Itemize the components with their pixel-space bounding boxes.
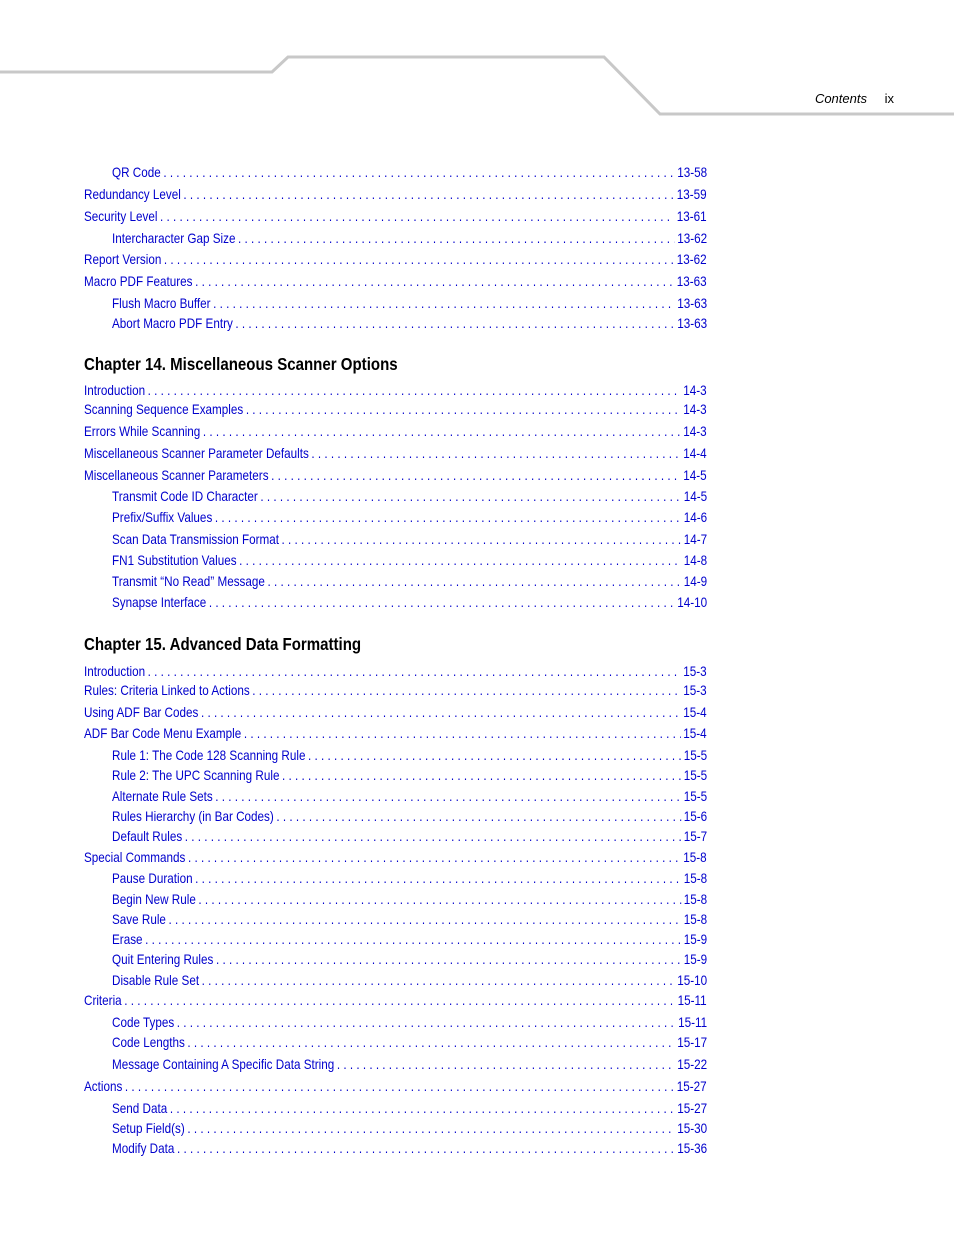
- toc-entry[interactable]: [112, 931, 707, 949]
- toc-entry[interactable]: [112, 747, 707, 765]
- toc-entry-title[interactable]: Redundancy Level: [84, 187, 181, 202]
- dot-leader: [185, 828, 681, 846]
- toc-entry[interactable]: [112, 1120, 707, 1138]
- toc-entry-title[interactable]: Transmit “No Read” Message: [112, 574, 265, 589]
- toc-entry-page[interactable]: 13-63: [676, 274, 707, 289]
- dot-leader: [267, 573, 681, 591]
- toc-entry-title[interactable]: Erase: [112, 932, 143, 947]
- toc-entry[interactable]: [84, 1078, 707, 1096]
- toc-entry[interactable]: [112, 870, 707, 888]
- toc-entry-title[interactable]: Errors While Scanning: [84, 424, 201, 439]
- toc-entry-title[interactable]: Special Commands: [84, 850, 186, 865]
- toc-entry-page[interactable]: 15-9: [683, 952, 708, 967]
- dot-leader: [244, 725, 681, 743]
- dot-leader: [160, 208, 674, 226]
- toc-entry[interactable]: [84, 445, 707, 463]
- toc-entry-title[interactable]: Code Lengths: [112, 1035, 185, 1050]
- dot-leader: [216, 951, 681, 969]
- toc-entry[interactable]: [112, 1100, 707, 1118]
- toc-entry-page[interactable]: 15-17: [677, 1035, 708, 1050]
- toc-entry-page[interactable]: 15-30: [677, 1121, 708, 1136]
- toc-entry-title[interactable]: ADF Bar Code Menu Example: [84, 726, 242, 741]
- running-head-section: Contents: [814, 91, 867, 106]
- toc-entry-page[interactable]: 15-3: [683, 664, 707, 679]
- toc-entry-title[interactable]: Miscellaneous Scanner Parameters: [84, 468, 269, 483]
- toc-entry[interactable]: [112, 594, 707, 612]
- toc-entry-title[interactable]: Rule 2: The UPC Scanning Rule: [112, 768, 280, 783]
- toc-entry-page[interactable]: 15-5: [683, 768, 708, 783]
- toc-entry-page[interactable]: 15-27: [677, 1101, 708, 1116]
- dot-leader: [170, 1100, 675, 1118]
- toc-entry-page[interactable]: 15-4: [683, 705, 707, 720]
- toc-entry-page[interactable]: 15-5: [683, 748, 708, 763]
- toc-entry[interactable]: [112, 531, 707, 549]
- toc-entry-page[interactable]: 14-4: [683, 446, 707, 461]
- toc-entry-page[interactable]: 15-8: [683, 912, 708, 927]
- toc-entry-page[interactable]: 14-3: [683, 424, 707, 439]
- dot-leader: [164, 251, 674, 269]
- chapter-heading: Chapter 14. Miscellaneous Scanner Options: [84, 354, 398, 374]
- dot-leader: [202, 972, 675, 990]
- toc-entry-title[interactable]: Macro PDF Features: [84, 274, 193, 289]
- toc-entry-title[interactable]: QR Code: [112, 165, 161, 180]
- chapter-heading: Chapter 15. Advanced Data Formatting: [84, 634, 362, 654]
- toc-entry-title[interactable]: Rule 1: The Code 128 Scanning Rule: [112, 748, 306, 763]
- dot-leader: [124, 992, 675, 1010]
- toc-entry-page[interactable]: 15-5: [683, 789, 708, 804]
- dot-leader: [145, 931, 681, 949]
- toc-entry-page[interactable]: 14-7: [683, 532, 708, 547]
- toc-entry[interactable]: [84, 208, 707, 226]
- toc-entry-title[interactable]: Scan Data Transmission Format: [112, 532, 279, 547]
- toc-entry-page[interactable]: 13-58: [677, 165, 708, 180]
- toc-entry-title[interactable]: Setup Field(s): [112, 1121, 185, 1136]
- toc-entry[interactable]: [112, 1034, 707, 1052]
- toc-entry[interactable]: [112, 808, 707, 826]
- toc-entry-page[interactable]: 13-62: [677, 231, 708, 246]
- dot-leader: [276, 808, 681, 826]
- toc-entry-page[interactable]: 14-8: [683, 553, 708, 568]
- toc-entry[interactable]: [112, 1140, 707, 1158]
- dot-leader: [177, 1140, 675, 1158]
- toc-entry[interactable]: [84, 467, 707, 485]
- toc-entry-page[interactable]: 13-61: [676, 209, 707, 224]
- toc-entry-title[interactable]: Criteria: [84, 993, 122, 1008]
- toc-entry-title[interactable]: Security Level: [84, 209, 158, 224]
- toc-entry-page[interactable]: 14-5: [683, 489, 708, 504]
- toc-entry[interactable]: [112, 573, 707, 591]
- toc-entry[interactable]: [112, 911, 707, 929]
- dot-leader: [215, 788, 681, 806]
- toc-entry-title[interactable]: Synapse Interface: [112, 595, 207, 610]
- dot-leader: [148, 382, 681, 400]
- toc-entry-title[interactable]: Code Types: [112, 1015, 175, 1030]
- toc-entry-page[interactable]: 15-8: [683, 871, 708, 886]
- dot-leader: [201, 704, 681, 722]
- dot-leader: [308, 747, 681, 765]
- toc-entry-page[interactable]: 15-11: [677, 993, 707, 1008]
- toc-entry-page[interactable]: 14-10: [677, 595, 708, 610]
- toc-entry-title[interactable]: Flush Macro Buffer: [112, 296, 211, 311]
- toc-entry-title[interactable]: Using ADF Bar Codes: [84, 705, 199, 720]
- toc-entry-page[interactable]: 15-7: [683, 829, 708, 844]
- toc-entry-title[interactable]: Send Data: [112, 1101, 168, 1116]
- toc-entry-title[interactable]: Abort Macro PDF Entry: [112, 316, 233, 331]
- running-head: [815, 91, 894, 106]
- toc-entry-title[interactable]: Introduction: [84, 664, 146, 679]
- toc-entry-title[interactable]: Alternate Rule Sets: [112, 789, 213, 804]
- toc-entry-page[interactable]: 15-36: [677, 1141, 708, 1156]
- toc-entry-page[interactable]: 13-62: [676, 252, 707, 267]
- toc-entry[interactable]: [112, 1014, 707, 1032]
- toc-entry-title[interactable]: Intercharacter Gap Size: [112, 231, 236, 246]
- dot-leader: [148, 663, 681, 681]
- dot-leader: [203, 423, 681, 441]
- dot-leader: [209, 594, 675, 612]
- toc-entry[interactable]: [112, 509, 707, 527]
- dot-leader: [187, 1034, 674, 1052]
- toc-entry[interactable]: [84, 682, 707, 700]
- toc-entry[interactable]: [112, 828, 707, 846]
- toc-entry[interactable]: [84, 382, 707, 400]
- toc-entry-title[interactable]: Begin New Rule: [112, 892, 196, 907]
- dot-leader: [271, 467, 681, 485]
- dot-leader: [252, 682, 680, 700]
- dot-leader: [213, 295, 674, 313]
- toc-entry-page[interactable]: 15-4: [683, 726, 707, 741]
- toc-entry-page[interactable]: 13-63: [677, 316, 708, 331]
- toc-entry-page[interactable]: 14-5: [683, 468, 707, 483]
- toc-entry-page[interactable]: 13-63: [677, 296, 708, 311]
- dot-leader: [235, 315, 674, 333]
- dot-leader: [246, 401, 681, 419]
- toc-entry[interactable]: [84, 251, 707, 269]
- toc-entry[interactable]: [112, 488, 707, 506]
- toc-entry[interactable]: [112, 1056, 707, 1074]
- toc-entry-title[interactable]: Quit Entering Rules: [112, 952, 214, 967]
- toc-entry-page[interactable]: 15-11: [678, 1015, 708, 1030]
- dot-leader: [187, 1120, 674, 1138]
- dot-leader: [125, 1078, 674, 1096]
- toc-entry[interactable]: [84, 423, 707, 441]
- toc-entry[interactable]: [112, 972, 707, 990]
- toc-entry-title[interactable]: Introduction: [84, 383, 146, 398]
- toc-entry[interactable]: [112, 315, 707, 333]
- toc-entry[interactable]: [84, 401, 707, 419]
- toc-entry-page[interactable]: 14-9: [683, 574, 708, 589]
- dot-leader: [195, 273, 674, 291]
- toc-entry-title[interactable]: Transmit Code ID Character: [112, 489, 258, 504]
- toc-entry-title[interactable]: Scanning Sequence Examples: [84, 402, 244, 417]
- dot-leader: [163, 164, 674, 182]
- dot-leader: [195, 870, 681, 888]
- dot-leader: [169, 911, 682, 929]
- toc-entry-page[interactable]: 15-22: [677, 1057, 708, 1072]
- toc-entry[interactable]: [84, 663, 707, 681]
- toc-entry[interactable]: [84, 849, 707, 867]
- dot-leader: [282, 531, 682, 549]
- toc-entry[interactable]: [84, 186, 707, 204]
- toc-entry-title[interactable]: Pause Duration: [112, 871, 193, 886]
- dot-leader: [260, 488, 681, 506]
- toc-entry-title[interactable]: Actions: [84, 1079, 123, 1094]
- toc-entry[interactable]: [112, 552, 707, 570]
- dot-leader: [198, 891, 681, 909]
- toc-entry[interactable]: [112, 164, 707, 182]
- toc-entry[interactable]: [112, 230, 707, 248]
- toc-entry-title[interactable]: Miscellaneous Scanner Parameter Defaults: [84, 446, 309, 461]
- toc-entry[interactable]: [84, 725, 707, 743]
- dot-leader: [337, 1056, 675, 1074]
- toc-entry-page[interactable]: 15-10: [677, 973, 708, 988]
- dot-leader: [215, 509, 681, 527]
- toc-entry-page[interactable]: 14-3: [683, 383, 707, 398]
- toc-entry-page[interactable]: 15-9: [683, 932, 708, 947]
- toc-entry[interactable]: [112, 788, 707, 806]
- toc-entry[interactable]: [84, 704, 707, 722]
- toc-entry-page[interactable]: 15-8: [683, 850, 707, 865]
- toc-entry-page[interactable]: 15-27: [676, 1079, 707, 1094]
- dot-leader: [188, 849, 681, 867]
- toc-entry[interactable]: [112, 767, 707, 785]
- toc-entry[interactable]: [84, 273, 707, 291]
- dot-leader: [238, 230, 675, 248]
- dot-leader: [239, 552, 681, 570]
- toc-entry[interactable]: [84, 992, 707, 1010]
- toc-entry-title[interactable]: FN1 Substitution Values: [112, 553, 237, 568]
- toc-entry-page[interactable]: 15-3: [683, 683, 707, 698]
- toc-entry-title[interactable]: Message Containing A Specific Data String: [112, 1057, 335, 1072]
- running-head-page: ix: [884, 91, 894, 106]
- toc-entry-title[interactable]: Rules: Criteria Linked to Actions: [84, 683, 250, 698]
- toc-entry-title[interactable]: Report Version: [84, 252, 162, 267]
- dot-leader: [177, 1014, 676, 1032]
- toc-entry-title[interactable]: Modify Data: [112, 1141, 175, 1156]
- toc-entry[interactable]: [112, 891, 707, 909]
- toc-entry-title[interactable]: Disable Rule Set: [112, 973, 200, 988]
- dot-leader: [311, 445, 680, 463]
- toc-entry-page[interactable]: 15-6: [683, 809, 708, 824]
- toc-entry[interactable]: [112, 295, 707, 313]
- toc-entry-page[interactable]: 15-8: [683, 892, 708, 907]
- toc-entry-title[interactable]: Prefix/Suffix Values: [112, 510, 213, 525]
- toc-entry-title[interactable]: Default Rules: [112, 829, 183, 844]
- dot-leader: [183, 186, 674, 204]
- toc-entry-page[interactable]: 14-6: [683, 510, 708, 525]
- toc-entry-title[interactable]: Save Rule: [112, 912, 166, 927]
- header-rule: [0, 0, 954, 120]
- toc-entry-page[interactable]: 13-59: [676, 187, 707, 202]
- toc-entry-title[interactable]: Rules Hierarchy (in Bar Codes): [112, 809, 274, 824]
- toc-entry[interactable]: [112, 951, 707, 969]
- dot-leader: [282, 767, 681, 785]
- toc-entry-page[interactable]: 14-3: [683, 402, 707, 417]
